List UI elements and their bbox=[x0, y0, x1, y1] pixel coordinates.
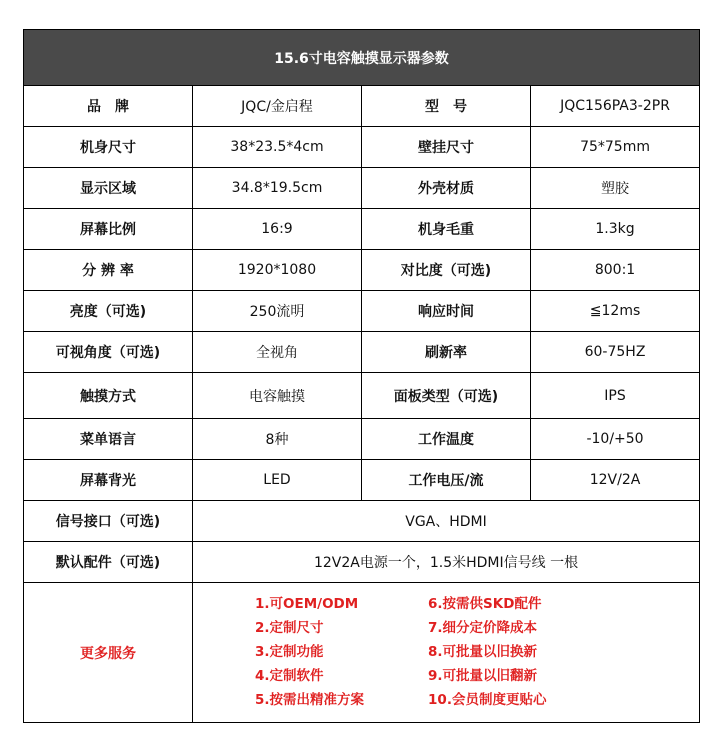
spec-value: 1.3kg bbox=[531, 209, 700, 250]
table-row bbox=[24, 209, 700, 250]
spec-value: 塑胶 bbox=[531, 168, 700, 209]
spec-value: 34.8*19.5cm bbox=[193, 168, 362, 209]
spec-value: JQC156PA3-2PR bbox=[531, 86, 700, 127]
service-item: 10.会员制度更贴心 bbox=[428, 692, 547, 708]
spec-value: 8种 bbox=[193, 419, 362, 460]
table-row bbox=[24, 168, 700, 209]
spec-label: 机身尺寸 bbox=[24, 127, 193, 168]
service-item: 7.细分定价降成本 bbox=[428, 620, 538, 636]
spec-label: 屏幕比例 bbox=[24, 209, 193, 250]
spec-label: 触摸方式 bbox=[24, 373, 193, 419]
spec-rows bbox=[24, 86, 700, 501]
spec-label: 响应时间 bbox=[362, 291, 531, 332]
spec-value: 38*23.5*4cm bbox=[193, 127, 362, 168]
spec-value: 电容触摸 bbox=[193, 373, 362, 419]
table-row bbox=[24, 86, 700, 127]
services-left-column bbox=[255, 595, 364, 710]
spec-label: 亮度（可选) bbox=[24, 291, 193, 332]
spec-label: 机身毛重 bbox=[362, 209, 531, 250]
service-item: 6.按需供SKD配件 bbox=[428, 596, 542, 612]
spec-label: 壁挂尺寸 bbox=[362, 127, 531, 168]
signal-value: VGA、HDMI bbox=[193, 501, 700, 542]
spec-value: 全视角 bbox=[193, 332, 362, 373]
spec-value: 12V/2A bbox=[531, 460, 700, 501]
services-cell bbox=[193, 583, 700, 723]
services-right-column bbox=[428, 595, 546, 710]
table-row bbox=[24, 332, 700, 373]
table-title: 15.6寸电容触摸显示器参数 bbox=[24, 30, 700, 86]
spec-value: LED bbox=[193, 460, 362, 501]
service-item: 8.可批量以旧换新 bbox=[428, 644, 538, 660]
service-item: 5.按需出精准方案 bbox=[255, 692, 365, 708]
spec-value: 16:9 bbox=[193, 209, 362, 250]
table-row bbox=[24, 127, 700, 168]
service-item: 3.定制功能 bbox=[255, 644, 324, 660]
service-item: 1.可OEM/ODM bbox=[255, 596, 359, 612]
table-row bbox=[24, 419, 700, 460]
table-row bbox=[24, 250, 700, 291]
spec-value: 1920*1080 bbox=[193, 250, 362, 291]
signal-label: 信号接口（可选) bbox=[24, 501, 193, 542]
spec-label: 显示区域 bbox=[24, 168, 193, 209]
spec-table bbox=[23, 29, 700, 723]
services-label: 更多服务 bbox=[24, 583, 193, 723]
service-item: 4.定制软件 bbox=[255, 668, 324, 684]
spec-value: 75*75mm bbox=[531, 127, 700, 168]
spec-label: 分 辨 率 bbox=[24, 250, 193, 291]
spec-label: 品 牌 bbox=[24, 86, 193, 127]
spec-label: 对比度（可选) bbox=[362, 250, 531, 291]
spec-value: ≦12ms bbox=[531, 291, 700, 332]
spec-value: IPS bbox=[531, 373, 700, 419]
spec-label: 可视角度（可选) bbox=[24, 332, 193, 373]
table-row bbox=[24, 291, 700, 332]
spec-label: 屏幕背光 bbox=[24, 460, 193, 501]
spec-value: 800:1 bbox=[531, 250, 700, 291]
spec-value: JQC/金启程 bbox=[193, 86, 362, 127]
spec-label: 面板类型（可选) bbox=[362, 373, 531, 419]
spec-label: 刷新率 bbox=[362, 332, 531, 373]
services-grid bbox=[193, 595, 699, 710]
table-row bbox=[24, 460, 700, 501]
spec-label: 工作电压/流 bbox=[362, 460, 531, 501]
spec-label: 工作温度 bbox=[362, 419, 531, 460]
service-item: 2.定制尺寸 bbox=[255, 620, 324, 636]
spec-label: 外壳材质 bbox=[362, 168, 531, 209]
accessories-value: 12V2A电源一个，1.5米HDMI信号线 一根 bbox=[193, 542, 700, 583]
service-item: 9.可批量以旧翻新 bbox=[428, 668, 538, 684]
accessories-label: 默认配件（可选) bbox=[24, 542, 193, 583]
spec-value: -10/+50 bbox=[531, 419, 700, 460]
spec-label: 菜单语言 bbox=[24, 419, 193, 460]
spec-value: 60-75HZ bbox=[531, 332, 700, 373]
spec-value: 250流明 bbox=[193, 291, 362, 332]
spec-label: 型 号 bbox=[362, 86, 531, 127]
table-row bbox=[24, 373, 700, 419]
